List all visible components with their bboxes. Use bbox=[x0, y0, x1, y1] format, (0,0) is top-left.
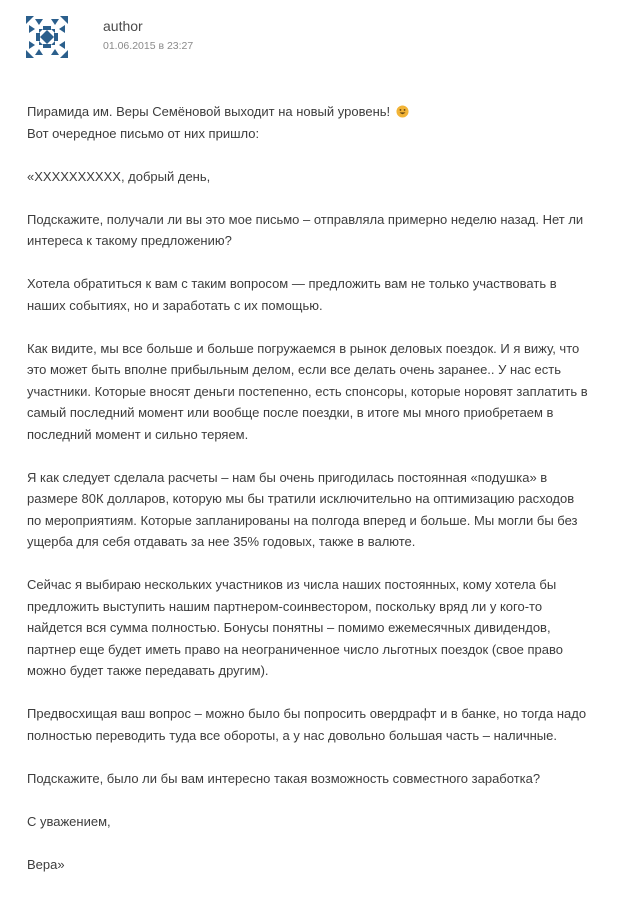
letter-greeting: «XXXXXXXXXX, добрый день, bbox=[27, 168, 211, 184]
letter-paragraph-5: Сейчас я выбираю нескольких участников из числа наших постоянных, кому хотела бы предложить выступить нашим партнером-соинвестором, поскольку вряд ли у кого-то найдется вся сумма полностью. Бонусы понятны – помимо ежемесячных дивидендов, партнер еще будет иметь право на неограниченное число льготных поездок (свое право можно будет также передавать другим). bbox=[27, 577, 564, 678]
comment-body bbox=[27, 101, 591, 897]
letter-paragraph-3: Как видите, мы все больше и больше погружаемся в рынок деловых поездок. И я вижу, что это может быть вполне прибыльным делом, если все делать очень заранее.. У нас есть участники. Которые вносят деньги постепенно, есть спонсоры, которые норовят заплатить в самый последний момент или вообще после поездки, в итоге мы много приобретаем в последний момент и сильно теряем. bbox=[27, 340, 588, 442]
letter-paragraph-7: Подскажите, было ли бы вам интересно такая возможность совместного заработка? bbox=[27, 770, 541, 786]
avatar[interactable] bbox=[26, 16, 68, 58]
letter-paragraph-4: Я как следует сделала расчеты – нам бы очень пригодилась постоянная «подушка» в размере 80К долларов, которую мы бы тратили исключительно на оптимизацию расходов по мероприятиям. Которые запланированы на полгода вперед и больше. Мы могли бы без ущерба для себя отдавать за нее 35% годовых, также в валюте. bbox=[27, 469, 578, 549]
letter-closing: С уважением, bbox=[27, 813, 111, 829]
letter-paragraph-2: Хотела обратиться к вам с таким вопросом — предложить вам не только участвовать в наших событиях, но и заработать с их помощью. bbox=[27, 276, 557, 313]
comment-author[interactable]: author bbox=[103, 18, 143, 34]
comment-date[interactable]: 01.06.2015 в 23:27 bbox=[103, 40, 194, 52]
comment-header bbox=[26, 16, 586, 60]
letter-signature: Вера» bbox=[27, 856, 65, 872]
smiley-icon bbox=[396, 105, 409, 118]
letter-paragraph-1: Подскажите, получали ли вы это мое письмо – отправляла примерно неделю назад. Нет ли интереса к такому предложению? bbox=[27, 211, 584, 248]
intro-paragraph bbox=[27, 101, 591, 144]
letter-paragraph-6: Предвосхищая ваш вопрос – можно было бы попросить овердрафт и в банке, но тогда надо полностью переводить туда все обороты, а у нас довольно большая часть – наличные. bbox=[27, 706, 587, 743]
intro-line-2: Вот очередное письмо от них пришло: bbox=[27, 125, 260, 141]
intro-line-1: Пирамида им. Веры Семёновой выходит на новый уровень! bbox=[27, 104, 391, 119]
